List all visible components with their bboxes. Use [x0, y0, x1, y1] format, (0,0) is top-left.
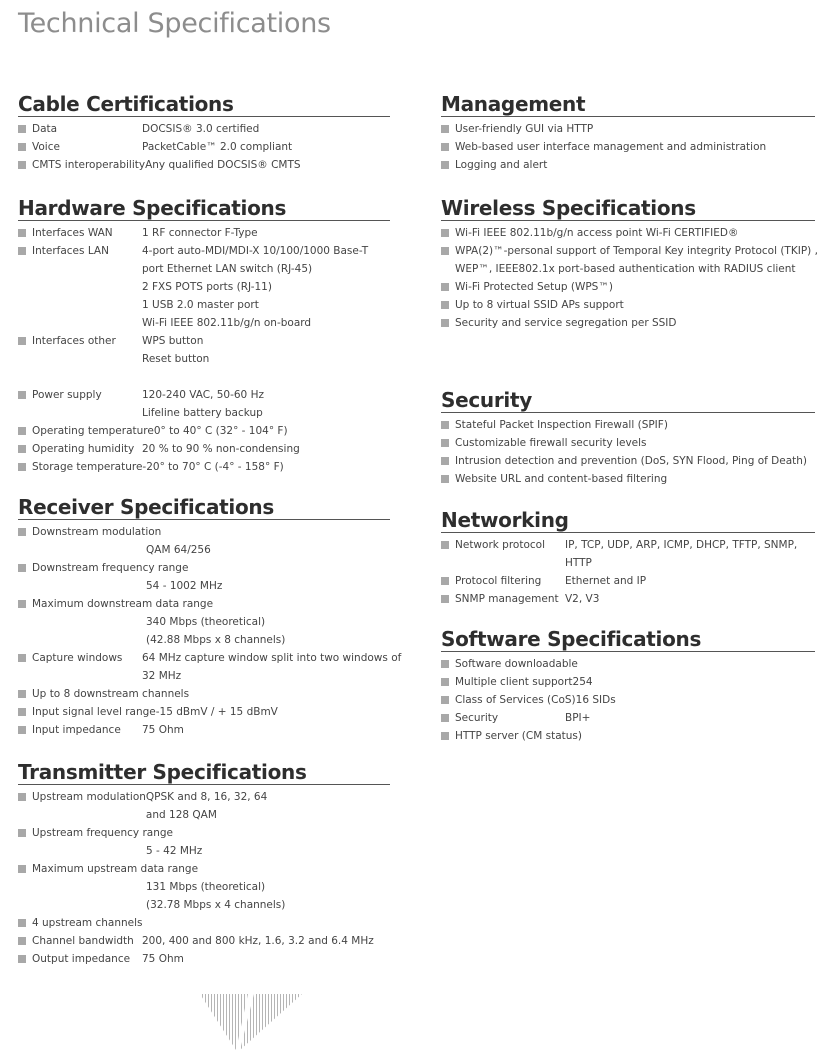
bullet-icon — [18, 463, 26, 471]
spec-value: 75 Ohm — [142, 724, 184, 736]
section-title: Security — [441, 388, 815, 413]
spec-row — [18, 788, 390, 824]
spec-label: Upstream modulation — [32, 791, 146, 803]
spec-label: Up to 8 downstream channels — [32, 688, 190, 700]
spec-value — [146, 788, 390, 824]
spec-value-line: 1 USB 2.0 master port — [142, 299, 259, 311]
spec-row — [441, 673, 815, 691]
spec-row — [441, 691, 815, 709]
bullet-icon — [441, 125, 449, 133]
spec-value-line: HTTP — [565, 557, 592, 569]
bullet-icon — [441, 143, 449, 151]
list-item-text: Wi-Fi IEEE 802.11b/g/n access point Wi-Fi CERTIFIED® — [455, 227, 739, 239]
software-specifications-section — [441, 627, 815, 745]
spec-label: Maximum upstream data range — [32, 863, 199, 875]
transmitter-specifications-section — [18, 760, 390, 968]
spec-value — [565, 536, 815, 572]
list-item — [441, 314, 815, 332]
spec-row — [18, 156, 390, 174]
bullet-icon — [441, 229, 449, 237]
spec-value-line: QPSK and 8, 16, 32, 64 — [145, 791, 268, 803]
spec-label: Input signal level range — [32, 706, 156, 718]
list-item-text: Website URL and content-based filtering — [455, 473, 668, 485]
section-title: Management — [441, 92, 815, 117]
spec-value: DOCSIS® 3.0 certified — [142, 123, 260, 135]
bullet-icon — [18, 445, 26, 453]
spec-label: Voice — [32, 141, 60, 153]
spec-row — [441, 536, 815, 572]
spec-label: Downstream modulation — [32, 526, 162, 538]
spec-row — [18, 685, 390, 703]
spec-label: Protocol filtering — [455, 575, 542, 587]
spec-label: Maximum downstream data range — [32, 598, 214, 610]
spec-value-line: Wi-Fi IEEE 802.11b/g/n on-board — [142, 317, 312, 329]
spec-label: Operating humidity — [32, 443, 135, 455]
spec-row — [18, 386, 390, 422]
spec-value: 1 RF connector F-Type — [142, 227, 258, 239]
bullet-icon — [441, 541, 449, 549]
spec-value: QAM 64/256 — [146, 544, 211, 556]
spec-row — [18, 595, 390, 613]
spec-value — [142, 332, 390, 368]
spec-label: Security — [455, 712, 499, 724]
bullet-icon — [18, 247, 26, 255]
bullet-icon — [18, 337, 26, 345]
bullet-icon — [18, 600, 26, 608]
hardware-specifications-section — [18, 196, 390, 476]
networking-section — [441, 508, 815, 608]
page-title: Technical Specifications — [18, 8, 331, 39]
bullet-icon — [18, 143, 26, 151]
list-item-text: Customizable firewall security levels — [455, 437, 647, 449]
spec-label: Software downloadable — [455, 658, 578, 670]
spec-label: Input impedance — [32, 724, 121, 736]
bullet-icon — [441, 319, 449, 327]
spec-label: SNMP management — [455, 593, 559, 605]
spec-label: Capture windows — [32, 652, 123, 664]
bullet-icon — [18, 865, 26, 873]
logo-mark-icon — [196, 992, 306, 1052]
list-item-line: WEP™, IEEE802.1x port-based authentication with RADIUS client — [455, 263, 796, 275]
spec-row — [18, 932, 390, 950]
bullet-icon — [441, 439, 449, 447]
spec-label: Power supply — [32, 389, 102, 401]
bullet-icon — [18, 125, 26, 133]
bullet-icon — [441, 283, 449, 291]
list-item-text: Wi-Fi Protected Setup (WPS™) — [455, 281, 613, 293]
bullet-icon — [18, 955, 26, 963]
spec-label: Channel bandwidth — [32, 935, 134, 947]
list-item — [441, 434, 815, 452]
spec-value: 5 - 42 MHz — [146, 845, 203, 857]
bullet-icon — [18, 654, 26, 662]
bullet-icon — [18, 726, 26, 734]
spec-row — [18, 138, 390, 156]
spec-row — [441, 727, 815, 745]
wireless-specifications-section — [441, 196, 818, 332]
spec-row — [18, 703, 390, 721]
bullet-icon — [18, 919, 26, 927]
bullet-icon — [441, 595, 449, 603]
list-item — [441, 278, 815, 296]
spacer — [18, 368, 390, 386]
bullet-icon — [441, 475, 449, 483]
bullet-icon — [18, 793, 26, 801]
spec-row — [18, 120, 390, 138]
spec-row — [441, 572, 815, 590]
spec-value: (42.88 Mbps x 8 channels) — [146, 634, 286, 646]
bullet-icon — [441, 660, 449, 668]
bullet-icon — [441, 577, 449, 585]
section-title: Software Specifications — [441, 627, 815, 652]
spec-row — [18, 824, 390, 842]
spec-label: Upstream frequency range — [32, 827, 174, 839]
security-section — [441, 388, 815, 488]
bullet-icon — [18, 708, 26, 716]
bullet-icon — [441, 421, 449, 429]
spec-value-line: 32 MHz — [142, 670, 182, 682]
list-item-text: User-friendly GUI via HTTP — [455, 123, 594, 135]
bullet-icon — [441, 714, 449, 722]
spec-value: BPI+ — [565, 712, 591, 724]
bullet-icon — [18, 564, 26, 572]
spec-value: 54 - 1002 MHz — [146, 580, 223, 592]
section-title: Wireless Specifications — [441, 196, 815, 221]
list-item — [441, 156, 815, 174]
spec-value: -20° to 70° C (-4° - 158° F) — [142, 461, 284, 473]
spec-value: V2, V3 — [565, 593, 600, 605]
spec-label: Interfaces other — [32, 335, 116, 347]
spec-value: 340 Mbps (theoretical) — [146, 616, 266, 628]
spec-value-line: 4-port auto-MDI/MDI-X 10/100/1000 Base-T — [142, 245, 369, 257]
bullet-icon — [18, 391, 26, 399]
spec-row — [18, 332, 390, 368]
bullet-icon — [441, 678, 449, 686]
spec-value-line: 64 MHz capture window split into two windows of — [142, 652, 402, 664]
spec-row — [441, 709, 815, 727]
spec-value-line: port Ethernet LAN switch (RJ-45) — [142, 263, 313, 275]
spec-row — [18, 950, 390, 968]
bullet-icon — [18, 528, 26, 536]
spec-label: CMTS interoperability — [32, 159, 146, 171]
spec-row — [18, 914, 390, 932]
receiver-specifications-section — [18, 495, 402, 739]
bullet-icon — [18, 427, 26, 435]
list-item — [441, 470, 815, 488]
bullet-icon — [18, 937, 26, 945]
spec-label: Interfaces WAN — [32, 227, 113, 239]
spec-label: Network protocol — [455, 539, 546, 551]
spec-row — [441, 590, 815, 608]
spec-row — [18, 860, 390, 878]
spec-value: 0° to 40° C (32° - 104° F) — [153, 425, 288, 437]
spec-row — [441, 655, 815, 673]
spec-value — [142, 386, 390, 422]
spec-value: 16 SIDs — [575, 694, 616, 706]
list-item-text — [455, 242, 818, 278]
spec-row — [18, 721, 390, 739]
spec-value: 20 % to 90 % non-condensing — [142, 443, 300, 455]
section-title: Cable Certifications — [18, 92, 390, 117]
list-item — [441, 416, 815, 434]
spec-label: Multiple client support — [455, 676, 573, 688]
spec-value-line: 120-240 VAC, 50-60 Hz — [142, 389, 264, 401]
bullet-icon — [441, 301, 449, 309]
bullet-icon — [441, 696, 449, 704]
spec-label: Downstream frequency range — [32, 562, 189, 574]
section-title: Receiver Specifications — [18, 495, 390, 520]
list-item — [441, 242, 818, 278]
spec-row — [18, 523, 390, 541]
list-item — [441, 296, 815, 314]
spec-value: (32.78 Mbps x 4 channels) — [146, 899, 286, 911]
spec-label: HTTP server (CM status) — [455, 730, 582, 742]
list-item — [441, 138, 815, 156]
bullet-icon — [18, 690, 26, 698]
bullet-icon — [441, 247, 449, 255]
list-item-line: WPA(2)™-personal support of Temporal Key integrity Protocol (TKIP) , — [455, 245, 818, 257]
list-item-text: Stateful Packet Inspection Firewall (SPIF) — [455, 419, 668, 431]
spec-value-line: IP, TCP, UDP, ARP, ICMP, DHCP, TFTP, SNMP, — [565, 539, 798, 551]
spec-value: Ethernet and IP — [565, 575, 647, 587]
spec-value: 200, 400 and 800 kHz, 1.6, 3.2 and 6.4 MHz — [142, 935, 374, 947]
management-section — [441, 92, 815, 174]
spec-value-line: 2 FXS POTS ports (RJ-11) — [142, 281, 272, 293]
list-item-text: Logging and alert — [455, 159, 548, 171]
spec-value: 131 Mbps (theoretical) — [146, 881, 266, 893]
spec-value — [142, 242, 390, 332]
section-title: Hardware Specifications — [18, 196, 390, 221]
spec-label: Output impedance — [32, 953, 131, 965]
spec-value-line: and 128 QAM — [145, 809, 217, 821]
spec-value-line: Reset button — [142, 353, 210, 365]
list-item-text: Web-based user interface management and administration — [455, 141, 767, 153]
spec-value-line: WPS button — [142, 335, 204, 347]
spec-value: -15 dBmV / + 15 dBmV — [155, 706, 278, 718]
spec-row — [18, 559, 390, 577]
list-item — [441, 452, 815, 470]
list-item — [441, 120, 815, 138]
spec-row — [18, 440, 390, 458]
bullet-icon — [18, 161, 26, 169]
spec-label: 4 upstream channels — [32, 917, 143, 929]
spec-value-line: Lifeline battery backup — [142, 407, 263, 419]
list-item-text: Up to 8 virtual SSID APs support — [455, 299, 624, 311]
spec-label: Data — [32, 123, 58, 135]
spec-value: 254 — [572, 676, 593, 688]
spec-value: PacketCable™ 2.0 compliant — [142, 141, 293, 153]
section-title: Transmitter Specifications — [18, 760, 390, 785]
bullet-icon — [18, 829, 26, 837]
spec-value — [142, 649, 401, 685]
cable-certifications-section — [18, 92, 390, 174]
spec-label: Interfaces LAN — [32, 245, 109, 257]
spec-label: Storage temperature — [32, 461, 143, 473]
spec-value: Any qualified DOCSIS® CMTS — [145, 159, 301, 171]
spec-row — [18, 649, 402, 685]
bullet-icon — [441, 457, 449, 465]
spec-row — [18, 422, 390, 440]
list-item-text: Intrusion detection and prevention (DoS, SYN Flood, Ping of Death) — [455, 455, 807, 467]
spec-row — [18, 242, 390, 332]
spec-row — [18, 458, 390, 476]
list-item-text: Security and service segregation per SSID — [455, 317, 677, 329]
spec-value: 75 Ohm — [142, 953, 184, 965]
spec-label: Operating temperature — [32, 425, 154, 437]
bullet-icon — [18, 229, 26, 237]
section-title: Networking — [441, 508, 815, 533]
bullet-icon — [441, 161, 449, 169]
bullet-icon — [441, 732, 449, 740]
spec-label: Class of Services (CoS) — [455, 694, 576, 706]
spec-row — [18, 224, 390, 242]
list-item — [441, 224, 815, 242]
